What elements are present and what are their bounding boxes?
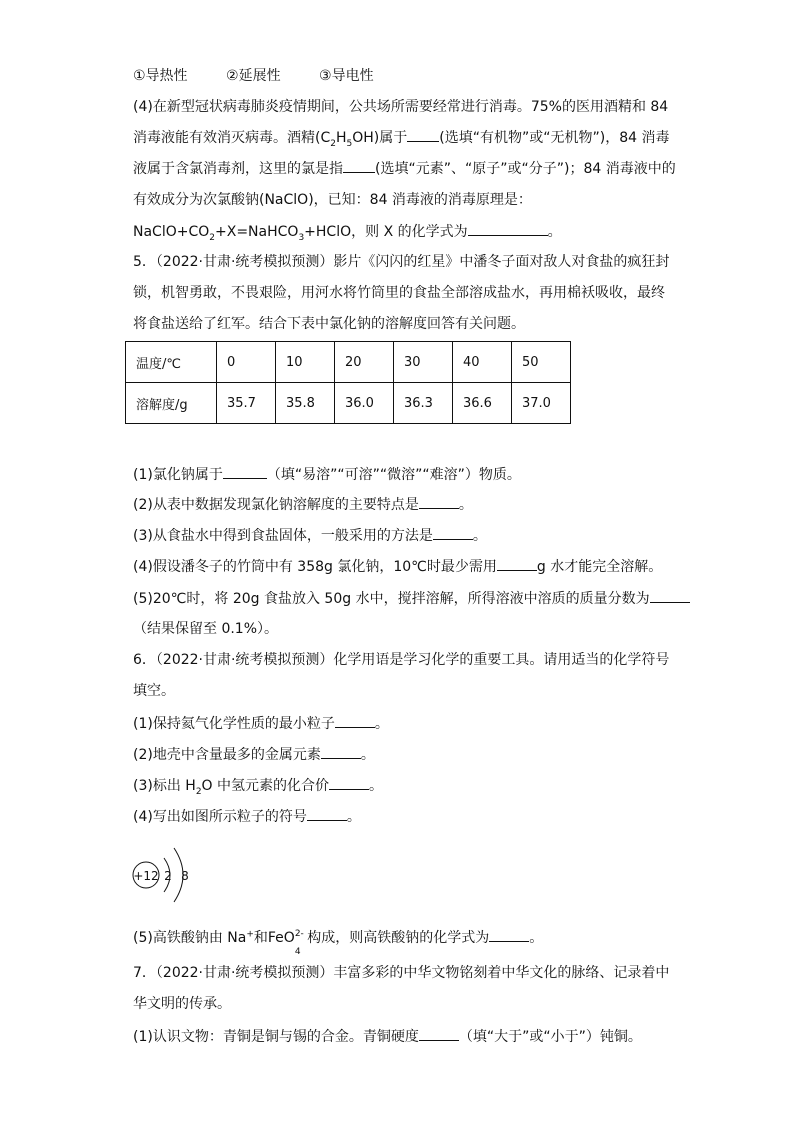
q6-stem-line2: 填空。 [133,683,175,699]
answer-blank [307,806,347,821]
q5-part4: (4)假设潘冬子的竹筒中有 358g 氯化钠，10℃时最少需用 g 水才能完全溶解。 [133,556,673,577]
q5-part5-line2: （结果保留至 0.1%）。 [133,621,279,637]
option-3: ③导电性 [319,68,374,84]
q7-stem-line1: 7．（2022·甘肃·统考模拟预测）丰富多彩的中华文物铭刻着中华文化的脉络、记录着中 [133,965,670,981]
answer-blank [329,775,369,790]
table-cell: 0 [217,342,276,383]
answer-blank [407,127,439,142]
shell-1-electrons: 2 [164,869,172,883]
table-cell: 36.6 [453,383,512,424]
q5-stem-line3: 将食盐送给了红军。结合下表中氯化钠的溶解度回答有关问题。 [133,316,525,332]
table-cell: 36.0 [335,383,394,424]
table-cell: 10 [276,342,335,383]
answer-blank [335,713,375,728]
q4-part4-line1: (4)在新型冠状病毒肺炎疫情期间，公共场所需要经常进行消毒。75%的医用酒精和 84 [133,99,669,115]
table-row-header: 溶解度/g [126,383,217,424]
table-row [126,383,571,424]
q4-part4-line4: 有效成分为次氯酸钠(NaClO)，已知：84 消毒液的消毒原理是： [133,192,532,208]
q7-part1: (1)认识文物：青铜是铜与锡的合金。青铜硬度 （填“大于”或“小于”）钝铜。 [133,1026,673,1047]
q6-part3: (3)标出 $H_2O$ 中氢元素的化合价 。 [133,775,673,796]
answer-blank [489,927,529,942]
table-cell: 40 [453,342,512,383]
q4-options [133,66,673,86]
nucleus-charge: +12 [133,869,159,883]
q5-stem-line1: 5．（2022·甘肃·统考模拟预测）影片《闪闪的红星》中潘冬子面对敌人对食盐的疯狂封 [133,254,670,270]
q5-part1: (1)氯化钠属于 （填“易溶”“可溶”“微溶”“难溶”）物质。 [133,464,673,485]
solubility-table [125,341,571,424]
table-row-header: 温度/℃ [126,342,217,383]
answer-blank [468,221,548,236]
table-cell: 50 [512,342,571,383]
atom-structure-diagram [130,840,220,910]
table-cell: 36.3 [394,383,453,424]
answer-blank [321,744,361,759]
table-cell: 30 [394,342,453,383]
table-cell: 20 [335,342,394,383]
q4-part4-line2: 消毒液能有效消灭病毒。酒精$(C_2H_5OH)$属于 (选填“有机物”或“无机物”)，84 消毒 [133,127,673,148]
q4-part4-line3: 液属于含氯消毒剂，这里的氯是指 (选填“元素”、“原子”或“分子”)；84 消毒液中的 [133,158,673,179]
table-cell: 37.0 [512,383,571,424]
option-2: ②延展性 [226,68,281,84]
answer-blank [650,588,690,603]
q5-part2: (2)从表中数据发现氯化钠溶解度的主要特点是 。 [133,494,673,515]
option-1: ①导热性 [133,68,188,84]
table-row [126,342,571,383]
answer-blank [419,494,459,509]
q6-part4: (4)写出如图所示粒子的符号 。 [133,806,673,827]
q5-part5-line1: (5)20℃时，将 20g 食盐放入 50g 水中，搅拌溶解，所得溶液中溶质的质量分数为 [133,588,673,609]
q4-part4-line5: $NaClO+CO_2+X=NaHCO_3+HClO$，则 X 的化学式为 。 [133,221,673,242]
shell-2-electrons: 8 [181,869,189,883]
q6-part5: (5)高铁酸钠由 Na+和FeO 2- 4 构成，则高铁酸钠的化学式为 。 [133,929,544,957]
answer-blank [419,1026,459,1041]
table-cell: 35.8 [276,383,335,424]
q6-part2: (2)地壳中含量最多的金属元素 。 [133,744,673,765]
q6-stem-line1: 6．（2022·甘肃·统考模拟预测）化学用语是学习化学的重要工具。请用适当的化学符号 [133,652,670,668]
q5-part3: (3)从食盐水中得到食盐固体，一般采用的方法是 。 [133,525,673,546]
table-cell: 35.7 [217,383,276,424]
answer-blank [497,556,537,571]
q6-part1: (1)保持氦气化学性质的最小粒子 。 [133,713,673,734]
q5-stem-line2: 锁，机智勇敢，不畏艰险，用河水将竹筒里的食盐全部溶成盐水，再用棉袄吸收，最终 [133,285,665,301]
answer-blank [433,525,473,540]
answer-blank [223,464,267,479]
q7-stem-line2: 华文明的传承。 [133,996,231,1012]
answer-blank [343,158,375,173]
